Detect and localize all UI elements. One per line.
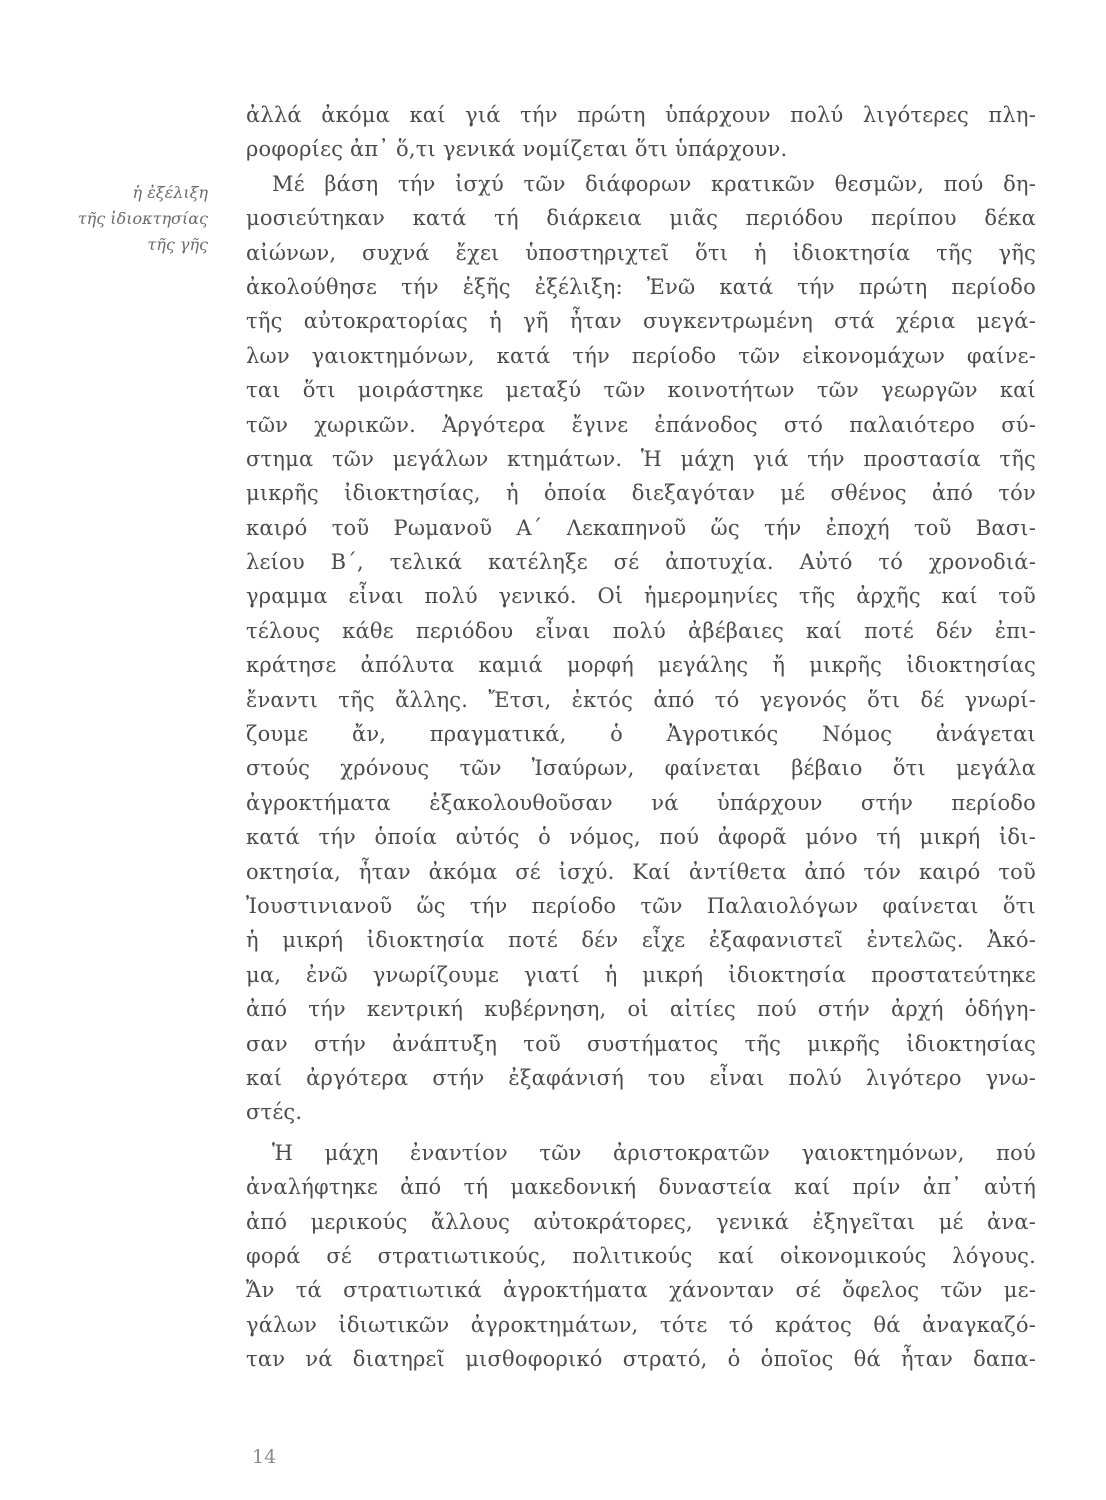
text-line: στές. — [246, 1100, 303, 1125]
text-line: σαν στήν ἀνάπτυξη τοῦ συστήματος τῆς μικρῆς ἰδιοκτησίας — [246, 1031, 1036, 1056]
text-line: φορά σέ στρατιωτικούς, πολιτικούς καί οἰκονομικούς λόγους. — [246, 1243, 1036, 1268]
text-line: οκτησία, ἦταν ἀκόμα σέ ἰσχύ. Καί ἀντίθετα ἀπό τόν καιρό τοῦ — [246, 859, 1036, 884]
text-line: Ἄν τά στρατιωτικά ἀγροκτήματα χάνονταν σέ ὄφελος τῶν με- — [246, 1278, 1036, 1303]
text-line: γραμμα εἶναι πολύ γενικό. Οἱ ἡμερομηνίες τῆς ἀρχῆς καί τοῦ — [246, 584, 1036, 609]
text-line: αἰώνων, συχνά ἔχει ὑποστηριχτεῖ ὅτι ἡ ἰδιοκτησία τῆς γῆς — [246, 240, 1036, 265]
margin-note — [60, 180, 208, 258]
text-line: μοσιεύτηκαν κατά τή διάρκεια μιᾶς περιόδου περίπου δέκα — [246, 206, 1036, 231]
text-line: κράτησε ἀπόλυτα καμιά μορφή μεγάλης ἤ μικρῆς ἰδιοκτησίας — [246, 653, 1036, 678]
text-line: καιρό τοῦ Ρωμανοῦ Α΄ Λεκαπηνοῦ ὥς τήν ἐποχή τοῦ Βασι- — [246, 515, 1036, 540]
margin-note-line: τῆς γῆς — [147, 235, 208, 254]
text-line: κατά τήν ὁποία αὐτός ὁ νόμος, πού ἀφορᾶ μόνο τή μικρή ἰδι- — [246, 825, 1036, 850]
text-line: Μέ βάση τήν ἰσχύ τῶν διάφορων κρατικῶν θεσμῶν, πού δη- — [272, 171, 1036, 196]
text-line: ἡ μικρή ἰδιοκτησία ποτέ δέν εἶχε ἐξαφανιστεῖ ἐντελῶς. Ἀκό- — [246, 928, 1036, 953]
text-line: ἀκολούθησε τήν ἑξῆς ἐξέλιξη: Ἐνῶ κατά τήν πρώτη περίοδο — [246, 274, 1036, 299]
text-line: τέλους κάθε περιόδου εἶναι πολύ ἀβέβαιες καί ποτέ δέν ἐπι- — [246, 618, 1036, 643]
margin-note-line: ἡ ἐξέλιξη — [132, 183, 208, 202]
text-line: τῶν χωρικῶν. Ἀργότερα ἔγινε ἐπάνοδος στό παλαιότερο σύ- — [246, 412, 1036, 437]
text-line: μα, ἐνῶ γνωρίζουμε γιατί ἡ μικρή ἰδιοκτησία προστατεύτηκε — [246, 962, 1036, 987]
text-line: ἀπό τήν κεντρική κυβέρνηση, οἱ αἰτίες πού στήν ἀρχή ὁδήγη- — [246, 997, 1036, 1022]
text-line: στούς χρόνους τῶν Ἰσαύρων, φαίνεται βέβαιο ὅτι μεγάλα — [246, 756, 1036, 781]
text-line: ἔναντι τῆς ἄλλης. Ἔτσι, ἐκτός ἀπό τό γεγονός ὅτι δέ γνωρί- — [246, 687, 1036, 712]
body-text — [246, 98, 1036, 1376]
text-line: ροφορίες ἀπ᾽ ὅ,τι γενικά νομίζεται ὅτι ὑπάρχουν. — [246, 137, 788, 162]
text-line: ἀναλήφτηκε ἀπό τή μακεδονική δυναστεία καί πρίν ἀπ᾽ αὐτή — [246, 1175, 1036, 1200]
text-line: λων γαιοκτημόνων, κατά τήν περίοδο τῶν εἰκονομάχων φαίνε- — [246, 343, 1036, 368]
text-line: στημα τῶν μεγάλων κτημάτων. Ἡ μάχη γιά τήν προστασία τῆς — [246, 446, 1036, 471]
text-line: γάλων ἰδιωτικῶν ἀγροκτημάτων, τότε τό κράτος θά ἀναγκαζό- — [246, 1312, 1036, 1337]
text-line: ἀγροκτήματα ἐξακολουθοῦσαν νά ὑπάρχουν στήν περίοδο — [246, 790, 1036, 815]
text-line: Ἡ μάχη ἐναντίον τῶν ἀριστοκρατῶν γαιοκτημόνων, πού — [272, 1140, 1036, 1165]
page-number: 14 — [252, 1446, 277, 1468]
text-line: μικρῆς ἰδιοκτησίας, ἡ ὁποία διεξαγόταν μέ σθένος ἀπό τόν — [246, 481, 1036, 506]
text-line: Ἰουστινιανοῦ ὥς τήν περίοδο τῶν Παλαιολόγων φαίνεται ὅτι — [246, 893, 1036, 918]
text-line: ἀπό μερικούς ἄλλους αὐτοκράτορες, γενικά ἐξηγεῖται μέ ἀνα- — [246, 1209, 1036, 1234]
text-line: ταν νά διατηρεῖ μισθοφορικό στρατό, ὁ ὁποῖος θά ἦταν δαπα- — [246, 1347, 1036, 1372]
text-line: ἀλλά ἀκόμα καί γιά τήν πρώτη ὑπάρχουν πολύ λιγότερες πλη- — [246, 103, 1036, 127]
text-line: τῆς αὐτοκρατορίας ἡ γῆ ἦταν συγκεντρωμένη στά χέρια μεγά- — [246, 309, 1036, 334]
text-line: καί ἀργότερα στήν ἐξαφάνισή του εἶναι πολύ λιγότερο γνω- — [246, 1065, 1036, 1090]
text-line: ζουμε ἄν, πραγματικά, ὁ Ἀγροτικός Νόμος ἀνάγεται — [246, 722, 1036, 747]
text-line: λείου Β΄, τελικά κατέληξε σέ ἀποτυχία. Αὐτό τό χρονοδιά- — [246, 550, 1036, 575]
margin-note-line: τῆς ἰδιοκτησίας — [77, 209, 208, 228]
text-line: ται ὅτι μοιράστηκε μεταξύ τῶν κοινοτήτων τῶν γεωργῶν καί — [246, 378, 1036, 403]
